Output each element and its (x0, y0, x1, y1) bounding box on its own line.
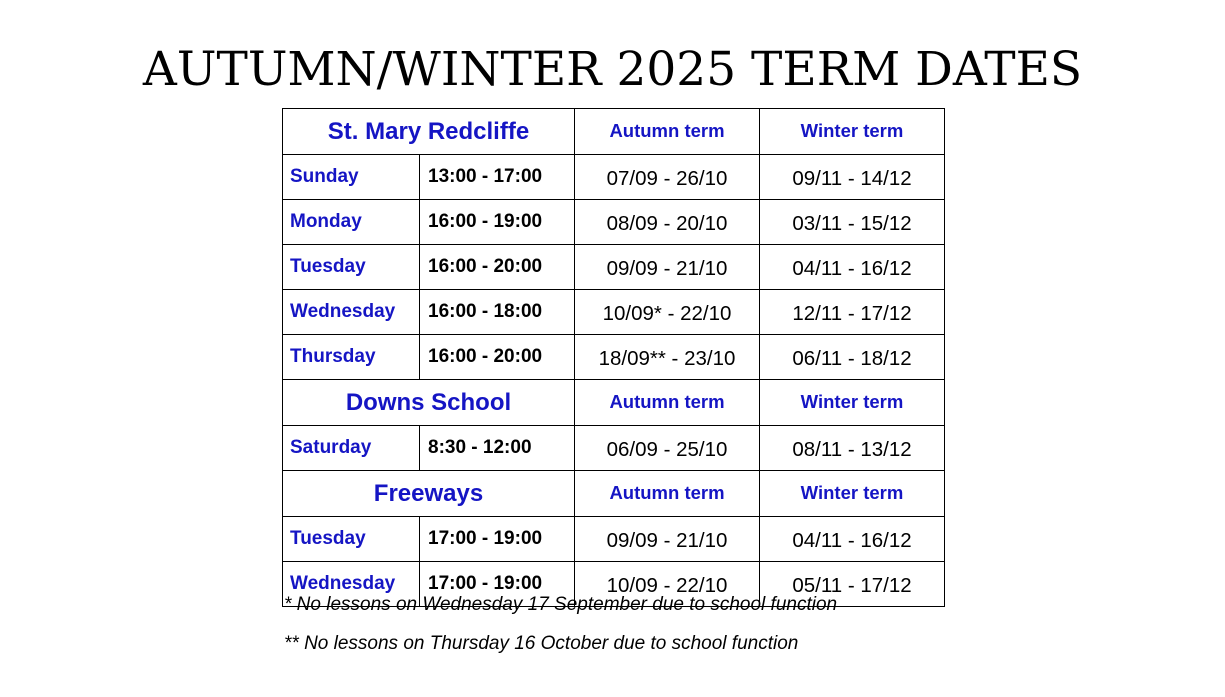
winter-dates-cell: 05/11 - 17/12 (760, 562, 945, 607)
autumn-dates-cell: 10/09* - 22/10 (575, 290, 760, 335)
section-header-st-mary-redcliffe (283, 109, 945, 155)
venue-name: Downs School (283, 380, 575, 426)
autumn-dates-cell: 07/09 - 26/10 (575, 155, 760, 200)
footnote: * No lessons on Wednesday 17 September due to school function (284, 594, 838, 615)
winter-term-header: Winter term (760, 380, 945, 426)
day-cell: Thursday (283, 335, 420, 380)
winter-dates-cell: 06/11 - 18/12 (760, 335, 945, 380)
winter-dates-cell: 03/11 - 15/12 (760, 200, 945, 245)
autumn-dates-cell: 09/09 - 21/10 (575, 245, 760, 290)
section-header-freeways (283, 471, 945, 517)
autumn-term-header: Autumn term (575, 380, 760, 426)
venue-name: Freeways (283, 471, 575, 517)
time-cell: 17:00 - 19:00 (420, 562, 575, 607)
day-cell: Wednesday (283, 290, 420, 335)
time-cell: 13:00 - 17:00 (420, 155, 575, 200)
venue-name: St. Mary Redcliffe (283, 109, 575, 155)
winter-dates-cell: 09/11 - 14/12 (760, 155, 945, 200)
day-cell: Tuesday (283, 245, 420, 290)
winter-term-header: Winter term (760, 471, 945, 517)
autumn-term-header: Autumn term (575, 471, 760, 517)
table-row (283, 155, 945, 200)
time-cell: 8:30 - 12:00 (420, 426, 575, 471)
term-dates-table (282, 108, 945, 607)
time-cell: 16:00 - 19:00 (420, 200, 575, 245)
section-header-downs-school (283, 380, 945, 426)
time-cell: 16:00 - 20:00 (420, 245, 575, 290)
autumn-dates-cell: 08/09 - 20/10 (575, 200, 760, 245)
autumn-dates-cell: 06/09 - 25/10 (575, 426, 760, 471)
footnote: ** No lessons on Thursday 16 October due to school function (284, 633, 799, 654)
time-cell: 16:00 - 18:00 (420, 290, 575, 335)
autumn-term-header: Autumn term (575, 109, 760, 155)
table-row (283, 200, 945, 245)
autumn-dates-cell: 10/09 - 22/10 (575, 562, 760, 607)
winter-dates-cell: 04/11 - 16/12 (760, 245, 945, 290)
table-row (283, 290, 945, 335)
day-cell: Wednesday (283, 562, 420, 607)
table-row (283, 426, 945, 471)
day-cell: Sunday (283, 155, 420, 200)
autumn-dates-cell: 18/09** - 23/10 (575, 335, 760, 380)
winter-dates-cell: 04/11 - 16/12 (760, 517, 945, 562)
autumn-dates-cell: 09/09 - 21/10 (575, 517, 760, 562)
table-row (283, 245, 945, 290)
day-cell: Monday (283, 200, 420, 245)
table-row (283, 517, 945, 562)
time-cell: 17:00 - 19:00 (420, 517, 575, 562)
winter-dates-cell: 08/11 - 13/12 (760, 426, 945, 471)
winter-dates-cell: 12/11 - 17/12 (760, 290, 945, 335)
winter-term-header: Winter term (760, 109, 945, 155)
table-row (283, 335, 945, 380)
day-cell: Tuesday (283, 517, 420, 562)
time-cell: 16:00 - 20:00 (420, 335, 575, 380)
page-title: AUTUMN/WINTER 2025 TERM DATES (142, 42, 1083, 97)
day-cell: Saturday (283, 426, 420, 471)
